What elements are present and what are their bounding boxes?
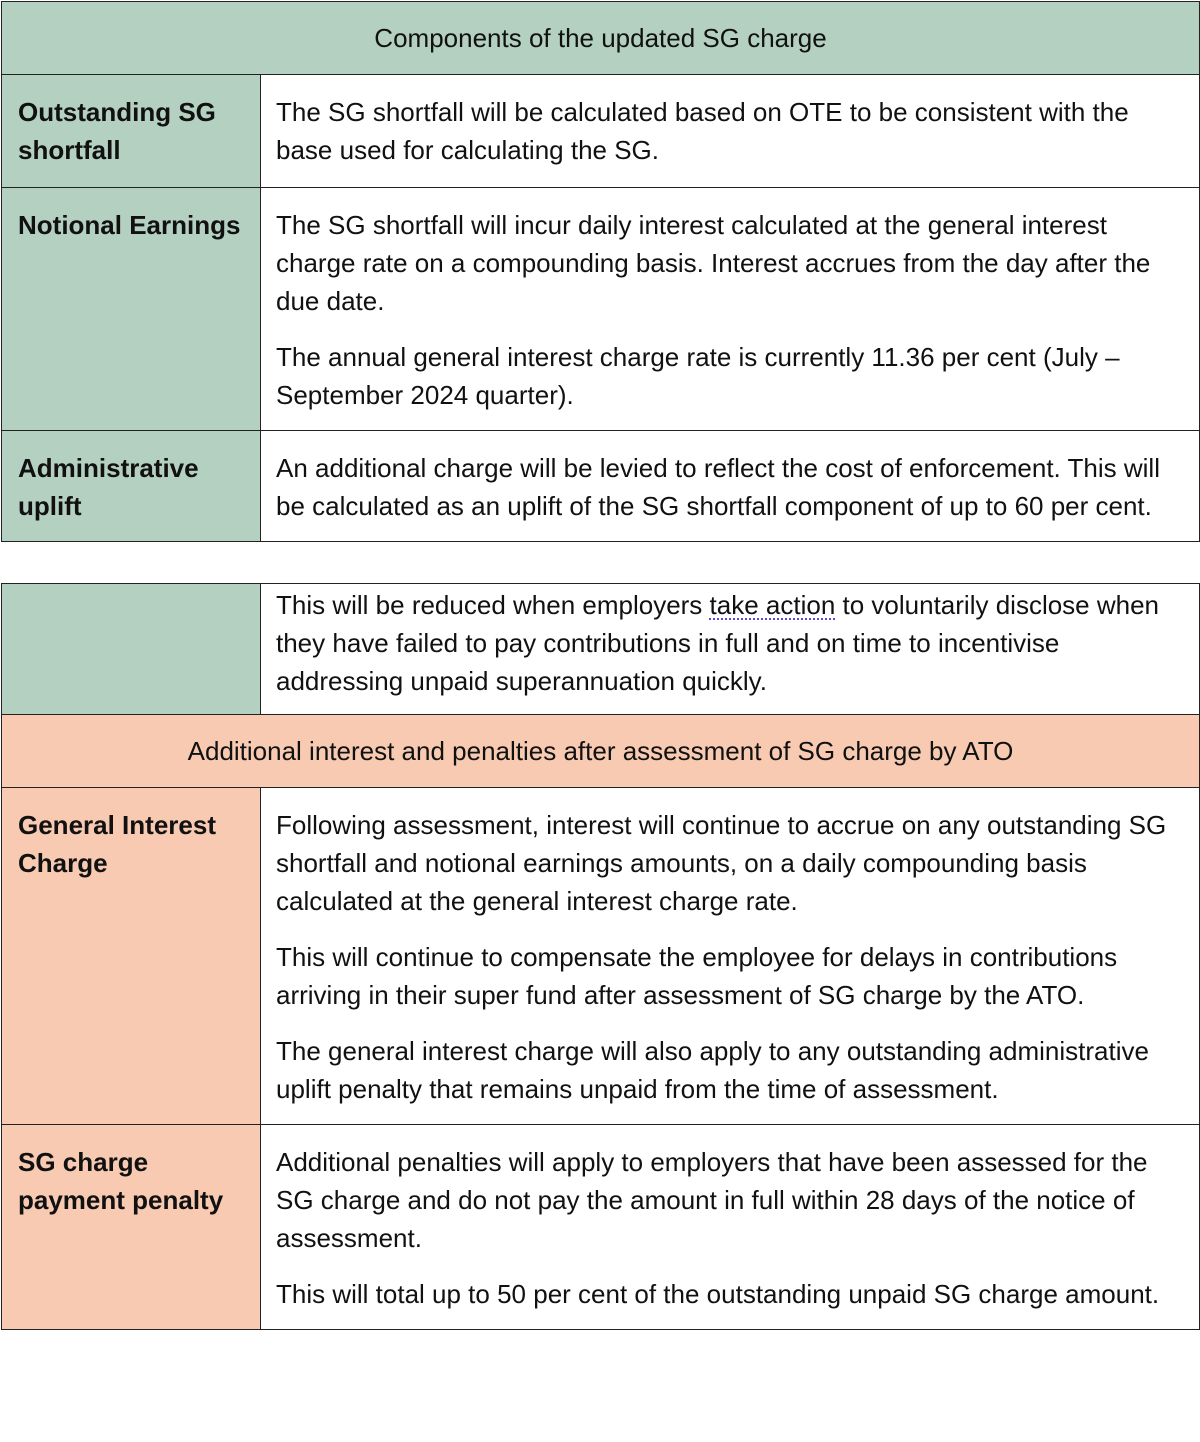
table-row-continuation [2, 584, 1200, 715]
paragraph: Following assessment, interest will continue to accrue on any outstanding SG shortfall and notional earnings amounts, on a daily compounding basis calculated at the general interest charge rate. [276, 810, 1167, 916]
paragraph: An additional charge will be levied to reflect the cost of enforcement. This will be calculated as an uplift of the SG shortfall component of up to 60 per cent. [276, 453, 1160, 521]
table-row [2, 1125, 1200, 1330]
text-segment: This will be reduced when employers [276, 590, 710, 620]
table-header: Components of the updated SG charge [2, 2, 1200, 75]
row-description [261, 431, 1200, 542]
table-header-row [2, 2, 1200, 75]
paragraph: The general interest charge will also apply to any outstanding administrative uplift penalty that remains unpaid from the time of assessment. [276, 1036, 1149, 1104]
row-description [261, 75, 1200, 188]
row-description [261, 1125, 1200, 1330]
row-label: General Interest Charge [2, 788, 261, 1125]
table-header-row [2, 715, 1200, 788]
paragraph: The SG shortfall will be calculated based on OTE to be consistent with the base used for calculating the SG. [276, 97, 1129, 165]
paragraph: The SG shortfall will incur daily interest calculated at the general interest charge rate on a compounding basis. Interest accrues from the day after the due date. [276, 210, 1151, 316]
table-row [2, 788, 1200, 1125]
table-row [2, 431, 1200, 542]
row-description [261, 584, 1200, 715]
row-label-empty [2, 584, 261, 715]
paragraph: Additional penalties will apply to employers that have been assessed for the SG charge and do not pay the amount in full within 28 days of the notice of assessment. [276, 1147, 1148, 1253]
text-segment: to voluntarily disclose when they have failed to pay contributions in full and on time to incentivise addressing unpaid superannuation quickly. [276, 590, 1160, 696]
table-row [2, 188, 1200, 431]
row-description [261, 188, 1200, 431]
table-header: Additional interest and penalties after assessment of SG charge by ATO [2, 715, 1200, 788]
paragraph: This will total up to 50 per cent of the outstanding unpaid SG charge amount. [276, 1279, 1160, 1309]
sg-penalties-table [1, 583, 1200, 1330]
row-label: SG charge payment penalty [2, 1125, 261, 1330]
table-row [2, 75, 1200, 188]
row-label: Notional Earnings [2, 188, 261, 431]
paragraph: The annual general interest charge rate is currently 11.36 per cent (July – September 2024 quarter). [276, 342, 1120, 410]
paragraph: This will continue to compensate the employee for delays in contributions arriving in their super fund after assessment of SG charge by the ATO. [276, 942, 1118, 1010]
sg-components-table [1, 1, 1200, 542]
row-description [261, 788, 1200, 1125]
row-label: Outstanding SG shortfall [2, 75, 261, 188]
spellcheck-marked-text[interactable]: take action [709, 590, 836, 620]
paragraph [276, 586, 1185, 700]
row-label: Administrative uplift [2, 431, 261, 542]
